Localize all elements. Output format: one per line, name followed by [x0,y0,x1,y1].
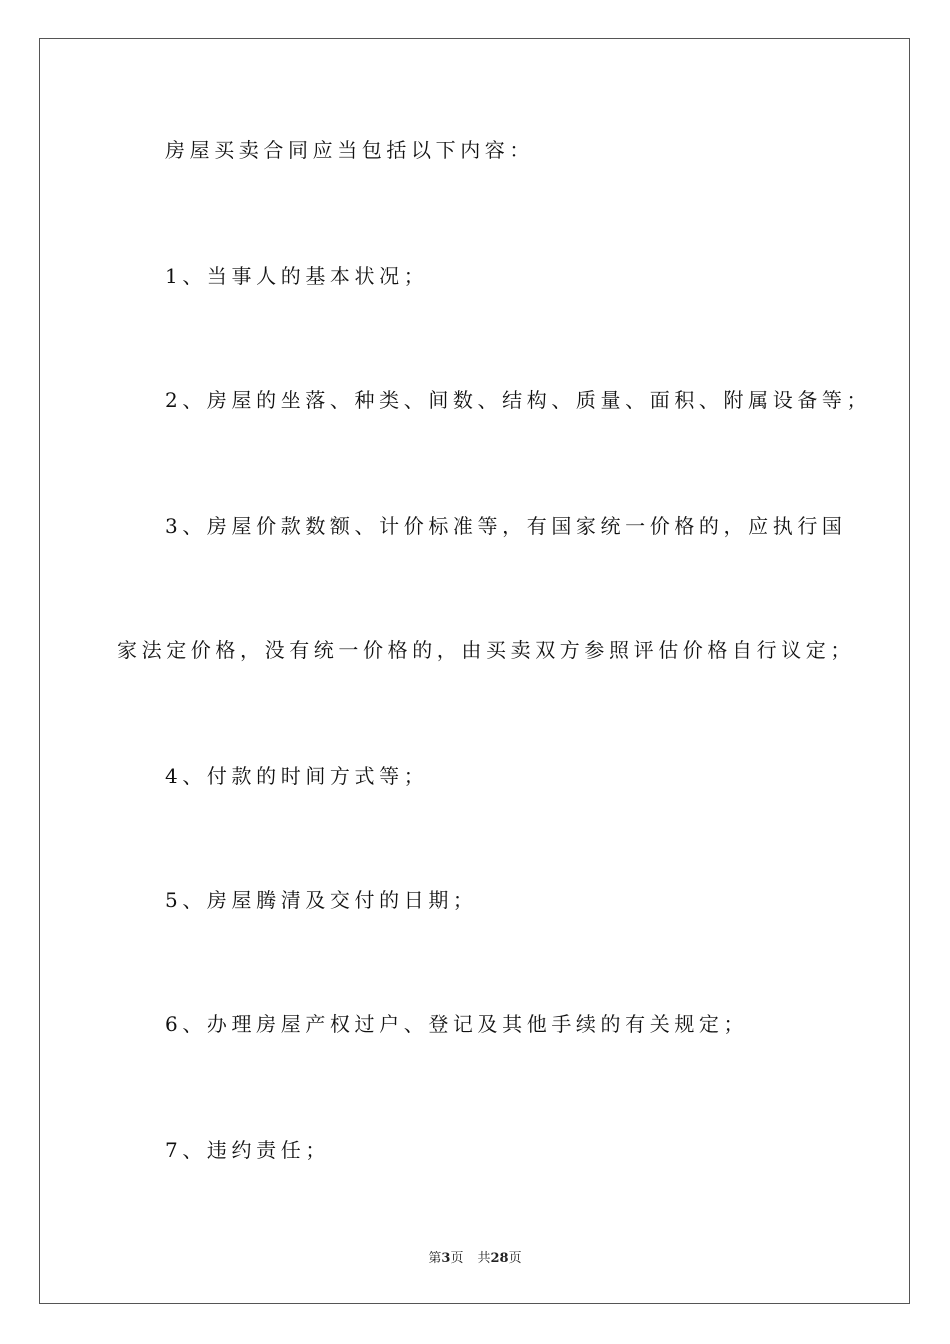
list-item-3: 3、房屋价款数额、计价标准等，有国家统一价格的，应执行国 [165,514,847,538]
list-item-1: 1、当事人的基本状况； [165,264,429,288]
list-item-6: 6、办理房屋产权过户、登记及其他手续的有关规定； [165,1012,749,1036]
page-prefix: 第 [428,1251,442,1266]
total-prefix: 共 [477,1251,491,1266]
list-item-5: 5、房屋腾清及交付的日期； [165,888,478,912]
list-item-7: 7、违约责任； [165,1138,330,1162]
page-suffix: 页 [450,1251,464,1266]
list-item-4: 4、付款的时间方式等； [165,764,429,788]
list-item-3-continuation: 家法定价格，没有统一价格的，由买卖双方参照评估价格自行议定； [117,638,855,662]
total-pages: 28 [490,1251,509,1266]
page-frame [39,38,910,1304]
page-number: 3 [441,1251,451,1266]
total-suffix: 页 [508,1251,522,1266]
page-footer [0,1247,950,1266]
intro-paragraph: 房屋买卖合同应当包括以下内容： [165,138,534,162]
list-item-2: 2、房屋的坐落、种类、间数、结构、质量、面积、附属设备等； [165,388,872,412]
